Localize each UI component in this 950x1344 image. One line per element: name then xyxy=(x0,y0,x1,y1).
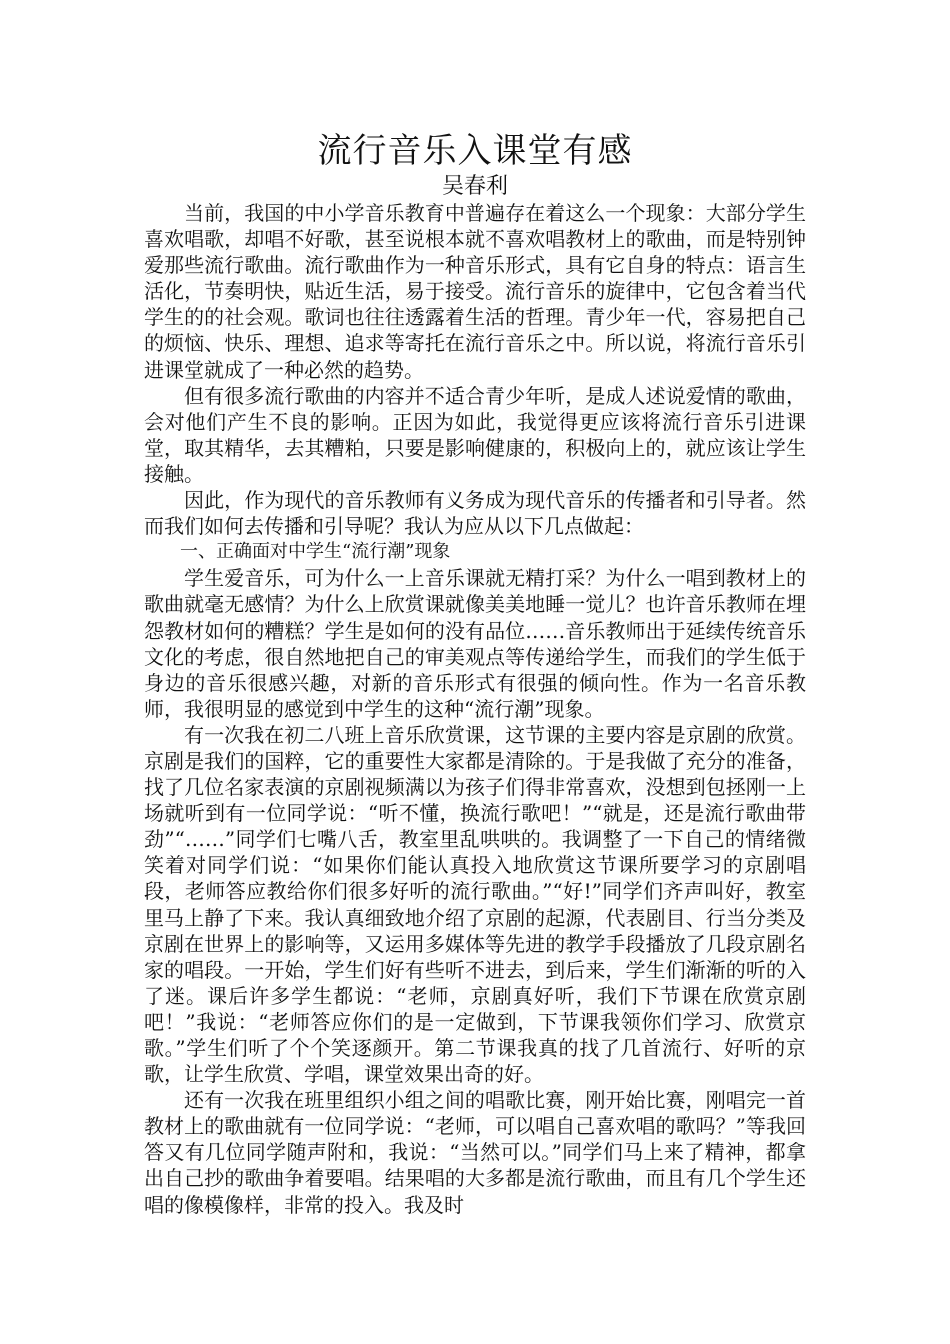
paragraph-4: 学生爱音乐，可为什么一上音乐课就无精打采？为什么一唱到教材上的歌曲就毫无感情？为什么上欣赏课就像美美地睡一觉儿？也许音乐教师在埋怨教材如何的糟糕？学生是如何的没有品位……音乐教师出于延续传统音乐文化的考虑，很自然地把自己的审美观点等传递给学生，而我们的学生低于身边的音乐很感兴趣，对新的音乐形式有很强的倾向性。作为一名音乐教师，我很明显的感觉到中学生的这种“流行潮”现象。 xyxy=(144,566,806,721)
document-author: 吴春利 xyxy=(441,174,508,199)
document-title: 流行音乐入课堂有感 xyxy=(317,131,633,171)
paragraph-3: 因此，作为现代的音乐教师有义务成为现代音乐的传播者和引导者。然而我们如何去传播和引导呢？我认为应从以下几点做起： xyxy=(144,488,806,539)
paragraph-2: 但有很多流行歌曲的内容并不适合青少年听，是成人述说爱情的歌曲，会对他们产生不良的影响。正因为如此，我觉得更应该将流行音乐引进课堂，取其精华，去其糟粕，只要是影响健康的，积极向上的，就应该让学生接触。 xyxy=(144,383,806,486)
paragraph-1: 当前，我国的中小学音乐教育中普遍存在着这么一个现象：大部分学生喜欢唱歌，却唱不好歌，甚至说根本就不喜欢唱教材上的歌曲，而是特别钟爱那些流行歌曲。流行歌曲作为一种音乐形式，具有它自身的特点：语言生活化，节奏明快，贴近生活，易于接受。流行音乐的旋律中，它包含着当代学生的的社会观。歌词也往往透露着生活的哲理。青少年一代，容易把自己的烦恼、快乐、理想、追求等寄托在流行音乐之中。所以说，将流行音乐引进课堂就成了一种必然的趋势。 xyxy=(144,201,806,382)
section-heading: 一、正确面对中学生“流行潮”现象 xyxy=(180,541,451,563)
paragraph-6: 还有一次我在班里组织小组之间的唱歌比赛，刚开始比赛，刚唱完一首教材上的歌曲就有一位同学说：“老师，可以唱自己喜欢唱的歌吗？”等我回答又有几位同学随声附和，我说：“当然可以。”同学们马上来了精神，都拿出自己抄的歌曲争着要唱。结果唱的大多都是流行歌曲，而且有几个学生还唱的像模像样，非常的投入。我及时 xyxy=(144,1088,806,1217)
paragraph-5: 有一次我在初二八班上音乐欣赏课，这节课的主要内容是京剧的欣赏。京剧是我们的国粹，它的重要性大家都是清除的。于是我做了充分的准备，找了几位名家表演的京剧视频满以为孩子们得非常喜欢，没想到包拯刚一上场就听到有一位同学说：“听不懂，换流行歌吧！”“就是，还是流行歌曲带劲”“……”同学们七嘴八舌，教室里乱哄哄的。我调整了一下自己的情绪微笑着对同学们说：“如果你们能认真投入地欣赏这节课所要学习的京剧唱段，老师答应教给你们很多好听的流行歌曲。”“好!”同学们齐声叫好，教室里马上静了下来。我认真细致地介绍了京剧的起源，代表剧目、行当分类及京剧在世界上的影响等，又运用多媒体等先进的教学手段播放了几段京剧名家的唱段。一开始，学生们好有些听不进去，到后来，学生们渐渐的听的入了迷。课后许多学生都说：“老师，京剧真好听，我们下节课在欣赏京剧吧！”我说：“老师答应你们的是一定做到，下节课我领你们学习、欣赏京歌。”学生们听了个个笑逐颜开。第二节课我真的找了几首流行、好听的京歌，让学生欣赏、学唱，课堂效果出奇的好。 xyxy=(144,722,806,1087)
document-page xyxy=(144,128,806,1218)
